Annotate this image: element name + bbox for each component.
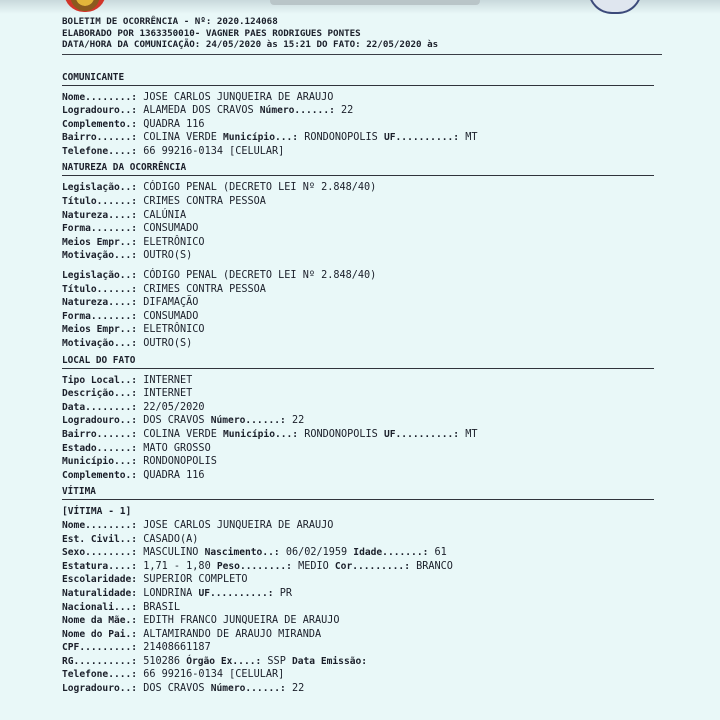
field-nome-pai: Nome do Pai.: ALTAMIRANDO DE ARAUJO MIRANDA xyxy=(62,628,322,640)
field-bairro: Bairro......: COLINA VERDE Município...: RONDONOPOLIS UF..........: MT xyxy=(62,428,478,440)
field-nome: Nome........: JOSE CARLOS JUNQUEIRA DE ARAUJO xyxy=(62,519,334,531)
field-legislacao: Legislação..: CÓDIGO PENAL (DECRETO LEI Nº 2.848/40) xyxy=(62,270,377,282)
field-meios: Meios Empr..: ELETRÔNICO xyxy=(62,236,205,248)
field-estado: Estado......: MATO GROSSO xyxy=(62,442,211,454)
police-report-document xyxy=(62,16,662,696)
field-naturalidade: Naturalidade: LONDRINA UF..........: PR xyxy=(62,587,292,599)
report-datetime: DATA/HORA DA COMUNICAÇÃO: 24/05/2020 às 15:21 DO FATO: 22/05/2020 às xyxy=(62,39,439,50)
section-vitima xyxy=(62,486,662,695)
report-author: ELABORADO POR 1363350010- VAGNER PAES RODRIGUES PONTES xyxy=(62,27,361,39)
field-estatura: Estatura....: 1,71 - 1,80 Peso........: MEDIO Cor.........: BRANCO xyxy=(62,560,453,572)
field-natureza: Natureza....: DIFAMAÇÃO xyxy=(62,297,199,309)
section-title: COMUNICANTE xyxy=(62,72,654,86)
field-forma: Forma.......: CONSUMADO xyxy=(62,223,199,235)
field-titulo: Título......: CRIMES CONTRA PESSOA xyxy=(62,283,266,295)
field-complemento: Complemento.: QUADRA 116 xyxy=(62,118,205,130)
field-data: Data........: 22/05/2020 xyxy=(62,401,205,413)
section-title: LOCAL DO FATO xyxy=(62,355,654,369)
section-title: VÍTIMA xyxy=(62,486,654,500)
field-logradouro: Logradouro..: DOS CRAVOS Número......: 22 xyxy=(62,415,305,427)
field-nacionalidade: Nacionali...: BRASIL xyxy=(62,601,181,613)
section-natureza xyxy=(62,162,662,350)
field-motivacao: Motivação...: OUTRO(S) xyxy=(62,338,193,349)
field-titulo: Título......: CRIMES CONTRA PESSOA xyxy=(62,196,266,208)
field-descricao: Descrição...: INTERNET xyxy=(62,388,193,400)
field-telefone: Telefone....: 66 99216-0134 [CELULAR] xyxy=(62,669,285,681)
field-complemento: Complemento.: QUADRA 116 xyxy=(62,469,205,481)
section-local xyxy=(62,355,662,483)
header-banner xyxy=(270,0,480,5)
field-natureza: Natureza....: CALÚNIA xyxy=(62,209,187,221)
section-comunicante xyxy=(62,72,662,159)
field-escolaridade: Escolaridade: SUPERIOR COMPLETO xyxy=(62,574,248,586)
field-sexo: Sexo........: MASCULINO Nascimento..: 06/02/1959 Idade.......: 61 xyxy=(62,547,447,559)
field-bairro: Bairro......: COLINA VERDE Município...: RONDONOPOLIS UF..........: MT xyxy=(62,132,478,144)
field-forma: Forma.......: CONSUMADO xyxy=(62,310,199,322)
field-motivacao: Motivação...: OUTRO(S) xyxy=(62,250,193,262)
field-cpf: CPF.........: 21408661187 xyxy=(62,642,211,654)
field-municipio: Município...: RONDONOPOLIS xyxy=(62,456,217,468)
field-tipo-local: Tipo Local..: INTERNET xyxy=(62,374,193,386)
field-meios: Meios Empr..: ELETRÔNICO xyxy=(62,324,205,336)
field-rg: RG..........: 510286 Órgão Ex....: SSP Data Emissão: xyxy=(62,655,368,667)
field-telefone: Telefone....: 66 99216-0134 [CELULAR] xyxy=(62,145,285,157)
victim-subtitle: [VÍTIMA - 1] xyxy=(62,506,132,518)
report-number: BOLETIM DE OCORRÊNCIA - Nº: 2020.124068 xyxy=(62,16,278,27)
section-title: NATUREZA DA OCORRÊNCIA xyxy=(62,162,654,176)
field-estado-civil: Est. Civil..: CASADO(A) xyxy=(62,533,199,545)
field-nome-mae: Nome da Mãe.: EDITH FRANCO JUNQUEIRA DE ARAUJO xyxy=(62,615,340,627)
field-nome: Nome........: JOSE CARLOS JUNQUEIRA DE ARAUJO xyxy=(62,91,334,103)
field-logradouro: Logradouro..: ALAMEDA DOS CRAVOS Número......: 22 xyxy=(62,105,354,117)
field-legislacao: Legislação..: CÓDIGO PENAL (DECRETO LEI Nº 2.848/40) xyxy=(62,182,377,194)
header-rule xyxy=(62,54,662,55)
field-logradouro: Logradouro..: DOS CRAVOS Número......: 22 xyxy=(62,683,305,695)
